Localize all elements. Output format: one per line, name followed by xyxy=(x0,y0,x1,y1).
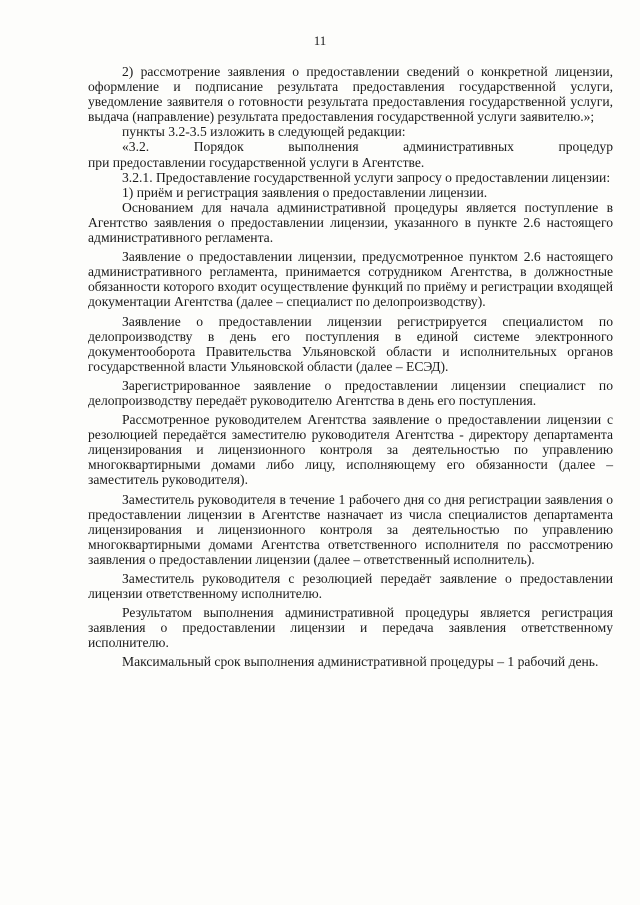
section-heading-continuation: при предоставлении государственной услуги в Агентстве. xyxy=(88,154,425,170)
document-body xyxy=(88,64,613,670)
paragraph-deadline: Максимальный срок выполнения административной процедуры – 1 рабочий день. xyxy=(122,654,599,670)
paragraph-acceptance: Заявление о предоставлении лицензии, предусмотренное пунктом 2.6 настоящего административного регламента, принимается сотрудником Агентства, в должностные обязанности которого входит осуществление функций по приёму и регистрации входящей документации Агентства (далее – специалист по делопроизводству). xyxy=(88,249,613,310)
paragraph-transfer-head: Зарегистрированное заявление о предоставлении лицензии специалист по делопроизводству передаёт руководителю Агентства в день его поступления. xyxy=(88,377,613,408)
paragraph-handover: Заместитель руководителя с резолюцией передаёт заявление о предоставлении лицензии ответственному исполнителю. xyxy=(88,571,613,602)
paragraph-resolution: Рассмотренное руководителем Агентства заявление о предоставлении лицензии с резолюцией передаётся заместителю руководителя Агентства - директору департамента лицензирования и лицензионного контроля за деятельностью по управлению многоквартирными домами либо лицу, исполняющему его обязанности (далее – заместитель руководителя). xyxy=(88,412,613,488)
heading-word: административных xyxy=(403,139,514,155)
paragraph-item-2: 2) рассмотрение заявления о предоставлении сведений о конкретной лицензии, оформление и подписание результата предоставления государственной услуги, уведомление заявителя о готовности результата предоставления государственной услуги, выдача (направление) результата предоставления государственной услуги заявителю.»; xyxy=(88,64,613,125)
paragraph-amendment-intro: пункты 3.2-3.5 изложить в следующей редакции: xyxy=(122,124,406,140)
heading-word: «3.2. xyxy=(122,139,150,155)
paragraph-registration: Заявление о предоставлении лицензии регистрируется специалистом по делопроизводству в день его поступления в единой системе электронного документооборота Правительства Ульяновской области и исполнительных органов государственной власти Ульяновской области (далее – ЕСЭД). xyxy=(88,313,613,374)
paragraph-basis: Основанием для начала административной процедуры является поступление в Агентство заявления о предоставлении лицензии, указанного в пункте 2.6 настоящего административного регламента. xyxy=(88,199,613,246)
paragraph-subitem-1: 1) приём и регистрация заявления о предоставлении лицензии. xyxy=(122,184,488,200)
paragraph-assignment: Заместитель руководителя в течение 1 рабочего дня со дня регистрации заявления о предоставлении лицензии в Агентстве назначает из числа специалистов департамента лицензирования и лицензионного контроля за деятельностью по управлению многоквартирными домами Агентства ответственного исполнителя по рассмотрению заявления о предоставлении лицензии (далее – ответственный исполнитель). xyxy=(88,491,613,567)
paragraph-result: Результатом выполнения административной процедуры является регистрация заявления о предоставлении лицензии и передача заявления ответственному исполнителю. xyxy=(88,605,613,651)
paragraph-3-2-1: 3.2.1. Предоставление государственной услуги запросу о предоставлении лицензии: xyxy=(122,169,611,185)
page-number: 11 xyxy=(313,33,327,48)
heading-word: Порядок xyxy=(193,139,244,155)
heading-word: выполнения xyxy=(288,139,359,155)
heading-word: процедур xyxy=(558,139,613,155)
section-heading-3-2 xyxy=(122,139,613,154)
